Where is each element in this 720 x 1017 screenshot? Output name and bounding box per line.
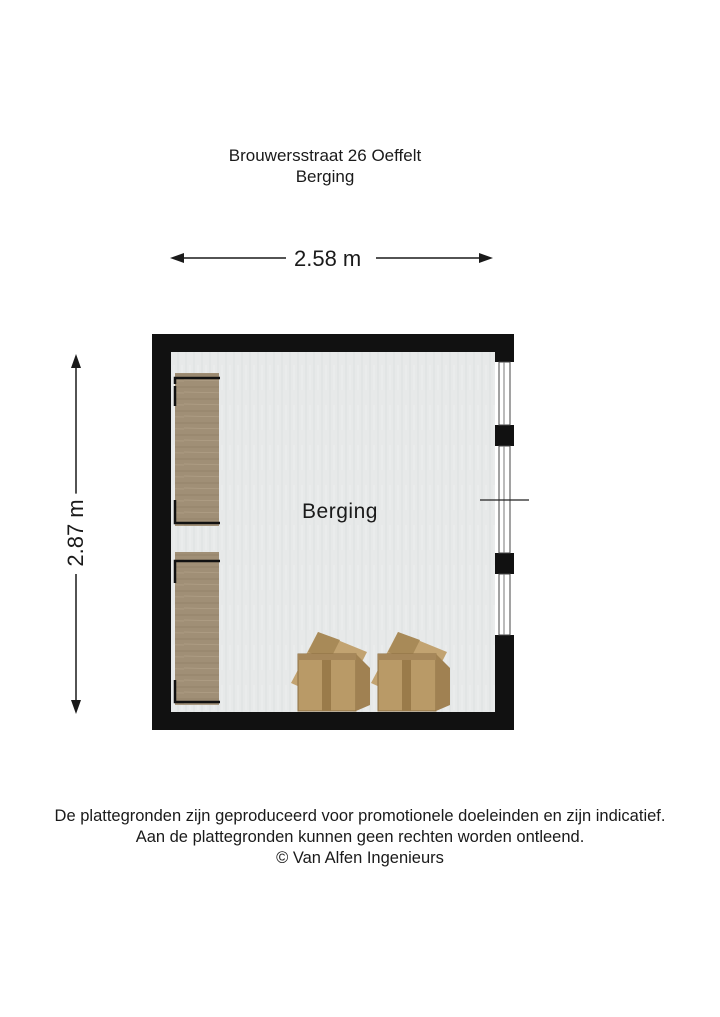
disclaimer-line-1: De plattegronden zijn geproduceerd voor promotionele doeleinden en zijn indicatief. (54, 807, 666, 825)
address-text: Brouwersstraat 26 Oeffelt (228, 146, 422, 165)
copyright-line: © Van Alfen Ingenieurs (276, 849, 444, 867)
disclaimer (0, 806, 720, 869)
disclaimer-line-2: Aan de plattegronden kunnen geen rechten worden ontleend. (135, 828, 585, 846)
room-label: Berging (302, 500, 378, 523)
room-berging (152, 334, 529, 730)
height-dimension-label: 2.87 m (63, 493, 89, 572)
shelf-unit-top (175, 373, 220, 526)
arrow-up-icon (71, 354, 81, 368)
arrow-left-icon (170, 253, 184, 263)
width-dimension-label: 2.58 m (288, 246, 367, 272)
arrow-right-icon (479, 253, 493, 263)
arrow-down-icon (71, 700, 81, 714)
shelf-unit-bottom (175, 552, 220, 705)
floor-name-text: Berging (295, 167, 355, 186)
